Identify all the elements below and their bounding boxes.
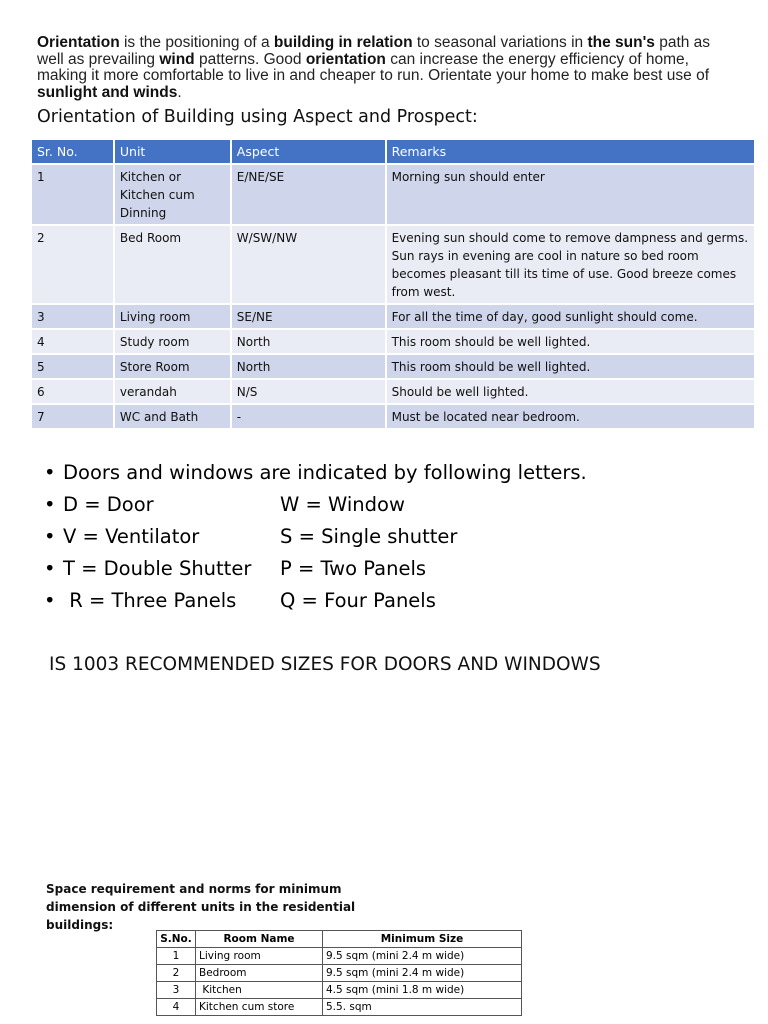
legend-left-text: V = Ventilator xyxy=(63,525,200,548)
intro-text: path as well as prevailing xyxy=(37,34,711,68)
bullet: • xyxy=(44,461,56,484)
cell-unit: Bed Room xyxy=(114,225,231,304)
bullet: • xyxy=(44,493,56,516)
space-requirement-table xyxy=(156,930,522,1016)
intro-bold-phrase: Orientation xyxy=(37,34,120,51)
intro-paragraph xyxy=(37,35,737,101)
cell-aspect: W/SW/NW xyxy=(231,225,386,304)
cell-remarks: For all the time of day, good sunlight should come. xyxy=(386,304,755,329)
orientation-table xyxy=(32,140,756,428)
cell-remarks: Must be located near bedroom. xyxy=(386,404,755,428)
header-aspect: Aspect xyxy=(231,140,386,164)
orientation-title: Orientation of Building using Aspect and Prospect: xyxy=(37,107,478,127)
cell-minimum-size: 5.5. sqm xyxy=(323,999,522,1016)
cell-remarks: Should be well lighted. xyxy=(386,379,755,404)
cell-sr-no: 7 xyxy=(32,404,114,428)
cell-unit: Living room xyxy=(114,304,231,329)
intro-text: to seasonal variations in xyxy=(412,34,588,51)
intro-text: is the positioning of a xyxy=(119,34,274,51)
cell-aspect: SE/NE xyxy=(231,304,386,329)
table-row xyxy=(32,404,755,428)
header-remarks: Remarks xyxy=(386,140,755,164)
table-row xyxy=(32,164,755,225)
cell-unit: WC and Bath xyxy=(114,404,231,428)
cell-sr-no: 3 xyxy=(32,304,114,329)
intro-bold-phrase: wind xyxy=(159,50,195,68)
legend-right-text: Q = Four Panels xyxy=(280,589,436,612)
table-row xyxy=(157,948,522,965)
cell-sr-no: 6 xyxy=(32,379,114,404)
intro-bold-phrase: the sun's xyxy=(587,34,655,51)
cell-minimum-size: 9.5 sqm (mini 2.4 m wide) xyxy=(323,965,522,982)
cell-sr-no: 4 xyxy=(32,329,114,354)
legend-right-text: P = Two Panels xyxy=(280,557,427,580)
header-s-no: S.No. xyxy=(157,931,196,948)
table-row xyxy=(32,379,755,404)
table-row xyxy=(32,304,755,329)
cell-minimum-size: 9.5 sqm (mini 2.4 m wide) xyxy=(323,948,522,965)
cell-unit: Study room xyxy=(114,329,231,354)
cell-remarks: This room should be well lighted. xyxy=(386,329,755,354)
space-table-header xyxy=(157,931,522,948)
cell-remarks: Morning sun should enter xyxy=(386,164,755,225)
table-row xyxy=(32,329,755,354)
cell-s-no: 3 xyxy=(157,982,196,999)
cell-minimum-size: 4.5 sqm (mini 1.8 m wide) xyxy=(323,982,522,999)
cell-remarks: This room should be well lighted. xyxy=(386,354,755,379)
legend-left-text: R = Three Panels xyxy=(63,589,237,612)
space-caption: Space requirement and norms for minimum dimension of different units in the residential buildings: xyxy=(46,882,356,932)
cell-unit: Store Room xyxy=(114,354,231,379)
intro-text: . xyxy=(177,83,182,101)
cell-s-no: 2 xyxy=(157,965,196,982)
cell-aspect: North xyxy=(231,354,386,379)
table-row xyxy=(32,225,755,304)
header-unit: Unit xyxy=(114,140,231,164)
table-row xyxy=(157,965,522,982)
cell-aspect: - xyxy=(231,404,386,428)
cell-room-name: Kitchen cum store xyxy=(196,999,323,1016)
cell-room-name: Kitchen xyxy=(196,982,323,999)
legend-left-text: Doors and windows are indicated by following letters. xyxy=(63,461,587,484)
cell-remarks: Evening sun should come to remove dampness and germs. Sun rays in evening are cool in nature so bed room becomes pleasant till its time of use. Good breeze comes from west. xyxy=(386,225,755,304)
legend-right-text: W = Window xyxy=(280,493,405,516)
cell-aspect: North xyxy=(231,329,386,354)
cell-room-name: Bedroom xyxy=(196,965,323,982)
intro-text: can increase the energy efficiency of home, making it more comfortable to live in and cheaper to run. Orientate your home to make best use of xyxy=(37,50,710,84)
cell-sr-no: 5 xyxy=(32,354,114,379)
bullet: • xyxy=(44,557,56,580)
cell-sr-no: 1 xyxy=(32,164,114,225)
legend-left-text: D = Door xyxy=(63,493,154,516)
intro-bold-phrase: sunlight and winds xyxy=(37,83,178,101)
cell-aspect: E/NE/SE xyxy=(231,164,386,225)
cell-s-no: 4 xyxy=(157,999,196,1016)
bullet: • xyxy=(44,589,56,612)
cell-aspect: N/S xyxy=(231,379,386,404)
cell-s-no: 1 xyxy=(157,948,196,965)
header-room-name: Room Name xyxy=(196,931,323,948)
intro-bold-phrase: orientation xyxy=(305,50,386,68)
cell-sr-no: 2 xyxy=(32,225,114,304)
legend-right-text: S = Single shutter xyxy=(280,525,458,548)
header-minimum-size: Minimum Size xyxy=(323,931,522,948)
cell-room-name: Living room xyxy=(196,948,323,965)
intro-bold-phrase: building in relation xyxy=(273,34,413,51)
header-sr-no: Sr. No. xyxy=(32,140,114,164)
table-row xyxy=(157,999,522,1016)
legend-left-text: T = Double Shutter xyxy=(63,557,252,580)
cell-unit: verandah xyxy=(114,379,231,404)
cell-unit: Kitchen or Kitchen cum Dinning xyxy=(114,164,231,225)
bullet: • xyxy=(44,525,56,548)
intro-text: patterns. Good xyxy=(194,50,306,68)
is-1003-heading: IS 1003 RECOMMENDED SIZES FOR DOORS AND WINDOWS xyxy=(49,654,601,675)
table-row xyxy=(157,982,522,999)
orientation-table-header xyxy=(32,140,755,164)
table-row xyxy=(32,354,755,379)
